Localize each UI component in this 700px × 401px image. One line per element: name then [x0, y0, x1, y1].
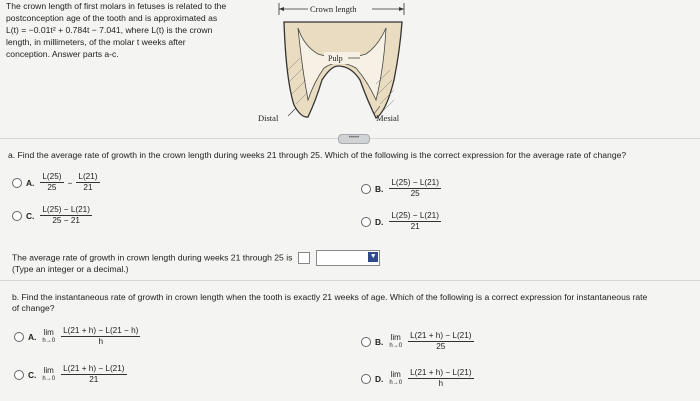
radio-button[interactable] [361, 217, 371, 227]
distal-pointer [288, 108, 296, 116]
answer-hint: (Type an integer or a decimal.) [12, 264, 129, 274]
lim-text: lim [390, 332, 401, 342]
fraction [40, 205, 92, 226]
option-a-part-b[interactable] [14, 326, 140, 347]
fraction [408, 368, 473, 389]
option-c-part-a[interactable] [12, 205, 92, 226]
expand-more-button[interactable]: ••••• [338, 134, 370, 144]
denominator: 25 − 21 [52, 216, 80, 225]
fraction [61, 364, 126, 385]
limit [42, 328, 55, 346]
denominator: 21 [410, 222, 420, 231]
radio-button[interactable] [14, 370, 24, 380]
radio-button[interactable] [12, 211, 22, 221]
intro-line: postconception age of the tooth and is approximated as [6, 13, 218, 23]
radio-button[interactable] [361, 184, 371, 194]
radio-button[interactable] [12, 178, 22, 188]
option-letter: C. [26, 210, 35, 221]
fraction [40, 172, 63, 193]
numerator: L(21) [78, 172, 98, 181]
option-letter: A. [28, 331, 37, 342]
denominator: 21 [89, 375, 99, 384]
pulp-label: Pulp [328, 54, 343, 63]
problem-intro [6, 0, 256, 60]
limit [389, 370, 402, 388]
denominator: 25 [410, 189, 420, 198]
denominator: 25 [436, 342, 446, 351]
lim-subscript: h→0 [389, 342, 403, 349]
limit [42, 366, 55, 384]
intro-line: conception. Answer parts a-c. [6, 49, 119, 59]
minus-sign: − [67, 177, 73, 188]
option-letter: D. [375, 216, 384, 227]
lim-subscript: h→0 [42, 337, 56, 344]
part-a-question: a. Find the average rate of growth in the crown length during weeks 21 through 25. Which of the following is the correct expression for the average rate of change? [8, 150, 627, 160]
option-letter: D. [375, 373, 384, 384]
denominator: h [98, 337, 103, 346]
mesial-label: Mesial [376, 113, 400, 123]
intro-line: The crown length of first molars in fetuses is related to the [6, 1, 227, 11]
denominator: 25 [47, 183, 57, 192]
option-b-part-a[interactable] [361, 178, 441, 199]
option-letter: B. [375, 336, 384, 347]
radio-button[interactable] [361, 337, 371, 347]
lim-text: lim [43, 365, 54, 375]
numerator: L(21 + h) − L(21) [63, 364, 125, 373]
numerator: L(25) [42, 172, 62, 181]
crown-length-label: Crown length [310, 4, 357, 14]
section-divider [0, 280, 700, 281]
part-b-question-cont: of change? [12, 303, 55, 313]
lim-text: lim [390, 369, 401, 379]
denominator: h [438, 379, 444, 388]
option-c-part-b[interactable] [14, 364, 127, 385]
numerator: L(25) − L(21) [391, 211, 439, 220]
option-d-part-b[interactable] [361, 368, 474, 389]
fraction [389, 178, 441, 199]
numerator: L(25) − L(21) [42, 205, 90, 214]
radio-button[interactable] [14, 332, 24, 342]
unit-dropdown[interactable] [316, 250, 380, 266]
answer-input[interactable] [298, 252, 310, 264]
intro-line: length, in millimeters, of the molar t weeks after [6, 37, 186, 47]
fraction [389, 211, 441, 232]
numerator: L(21 + h) − L(21) [410, 331, 472, 340]
denominator: 21 [83, 183, 93, 192]
option-b-part-b[interactable] [361, 331, 474, 352]
lim-subscript: h→0 [389, 379, 403, 386]
option-letter: A. [26, 177, 35, 188]
option-a-part-a[interactable] [12, 172, 100, 193]
numerator: L(21 + h) − L(21 − h) [63, 326, 139, 335]
dropdown-arrow-icon[interactable]: ▼ [369, 253, 377, 260]
tooth-diagram [276, 0, 411, 130]
radio-button[interactable] [361, 374, 371, 384]
limit [389, 333, 402, 351]
fraction [76, 172, 99, 193]
part-b-question: b. Find the instantaneous rate of growth in crown length when the tooth is exactly 21 weeks of age. Which of the following is a correct expression for instantaneous rate [12, 292, 648, 302]
lim-subscript: h→0 [42, 375, 56, 382]
numerator: L(21 + h) − L(21) [410, 368, 472, 377]
distal-label: Distal [258, 113, 279, 123]
lim-text: lim [43, 327, 54, 337]
numerator: L(25) − L(21) [391, 178, 439, 187]
fraction [61, 326, 140, 347]
intro-line: L(t) = −0.01t² + 0.784t − 7.041, where L(t) is the crown [6, 25, 213, 35]
answer-prompt: The average rate of growth in crown length during weeks 21 through 25 is [12, 252, 293, 263]
option-letter: B. [375, 183, 384, 194]
fraction [408, 331, 473, 352]
option-d-part-a[interactable] [361, 211, 441, 232]
option-letter: C. [28, 369, 37, 380]
